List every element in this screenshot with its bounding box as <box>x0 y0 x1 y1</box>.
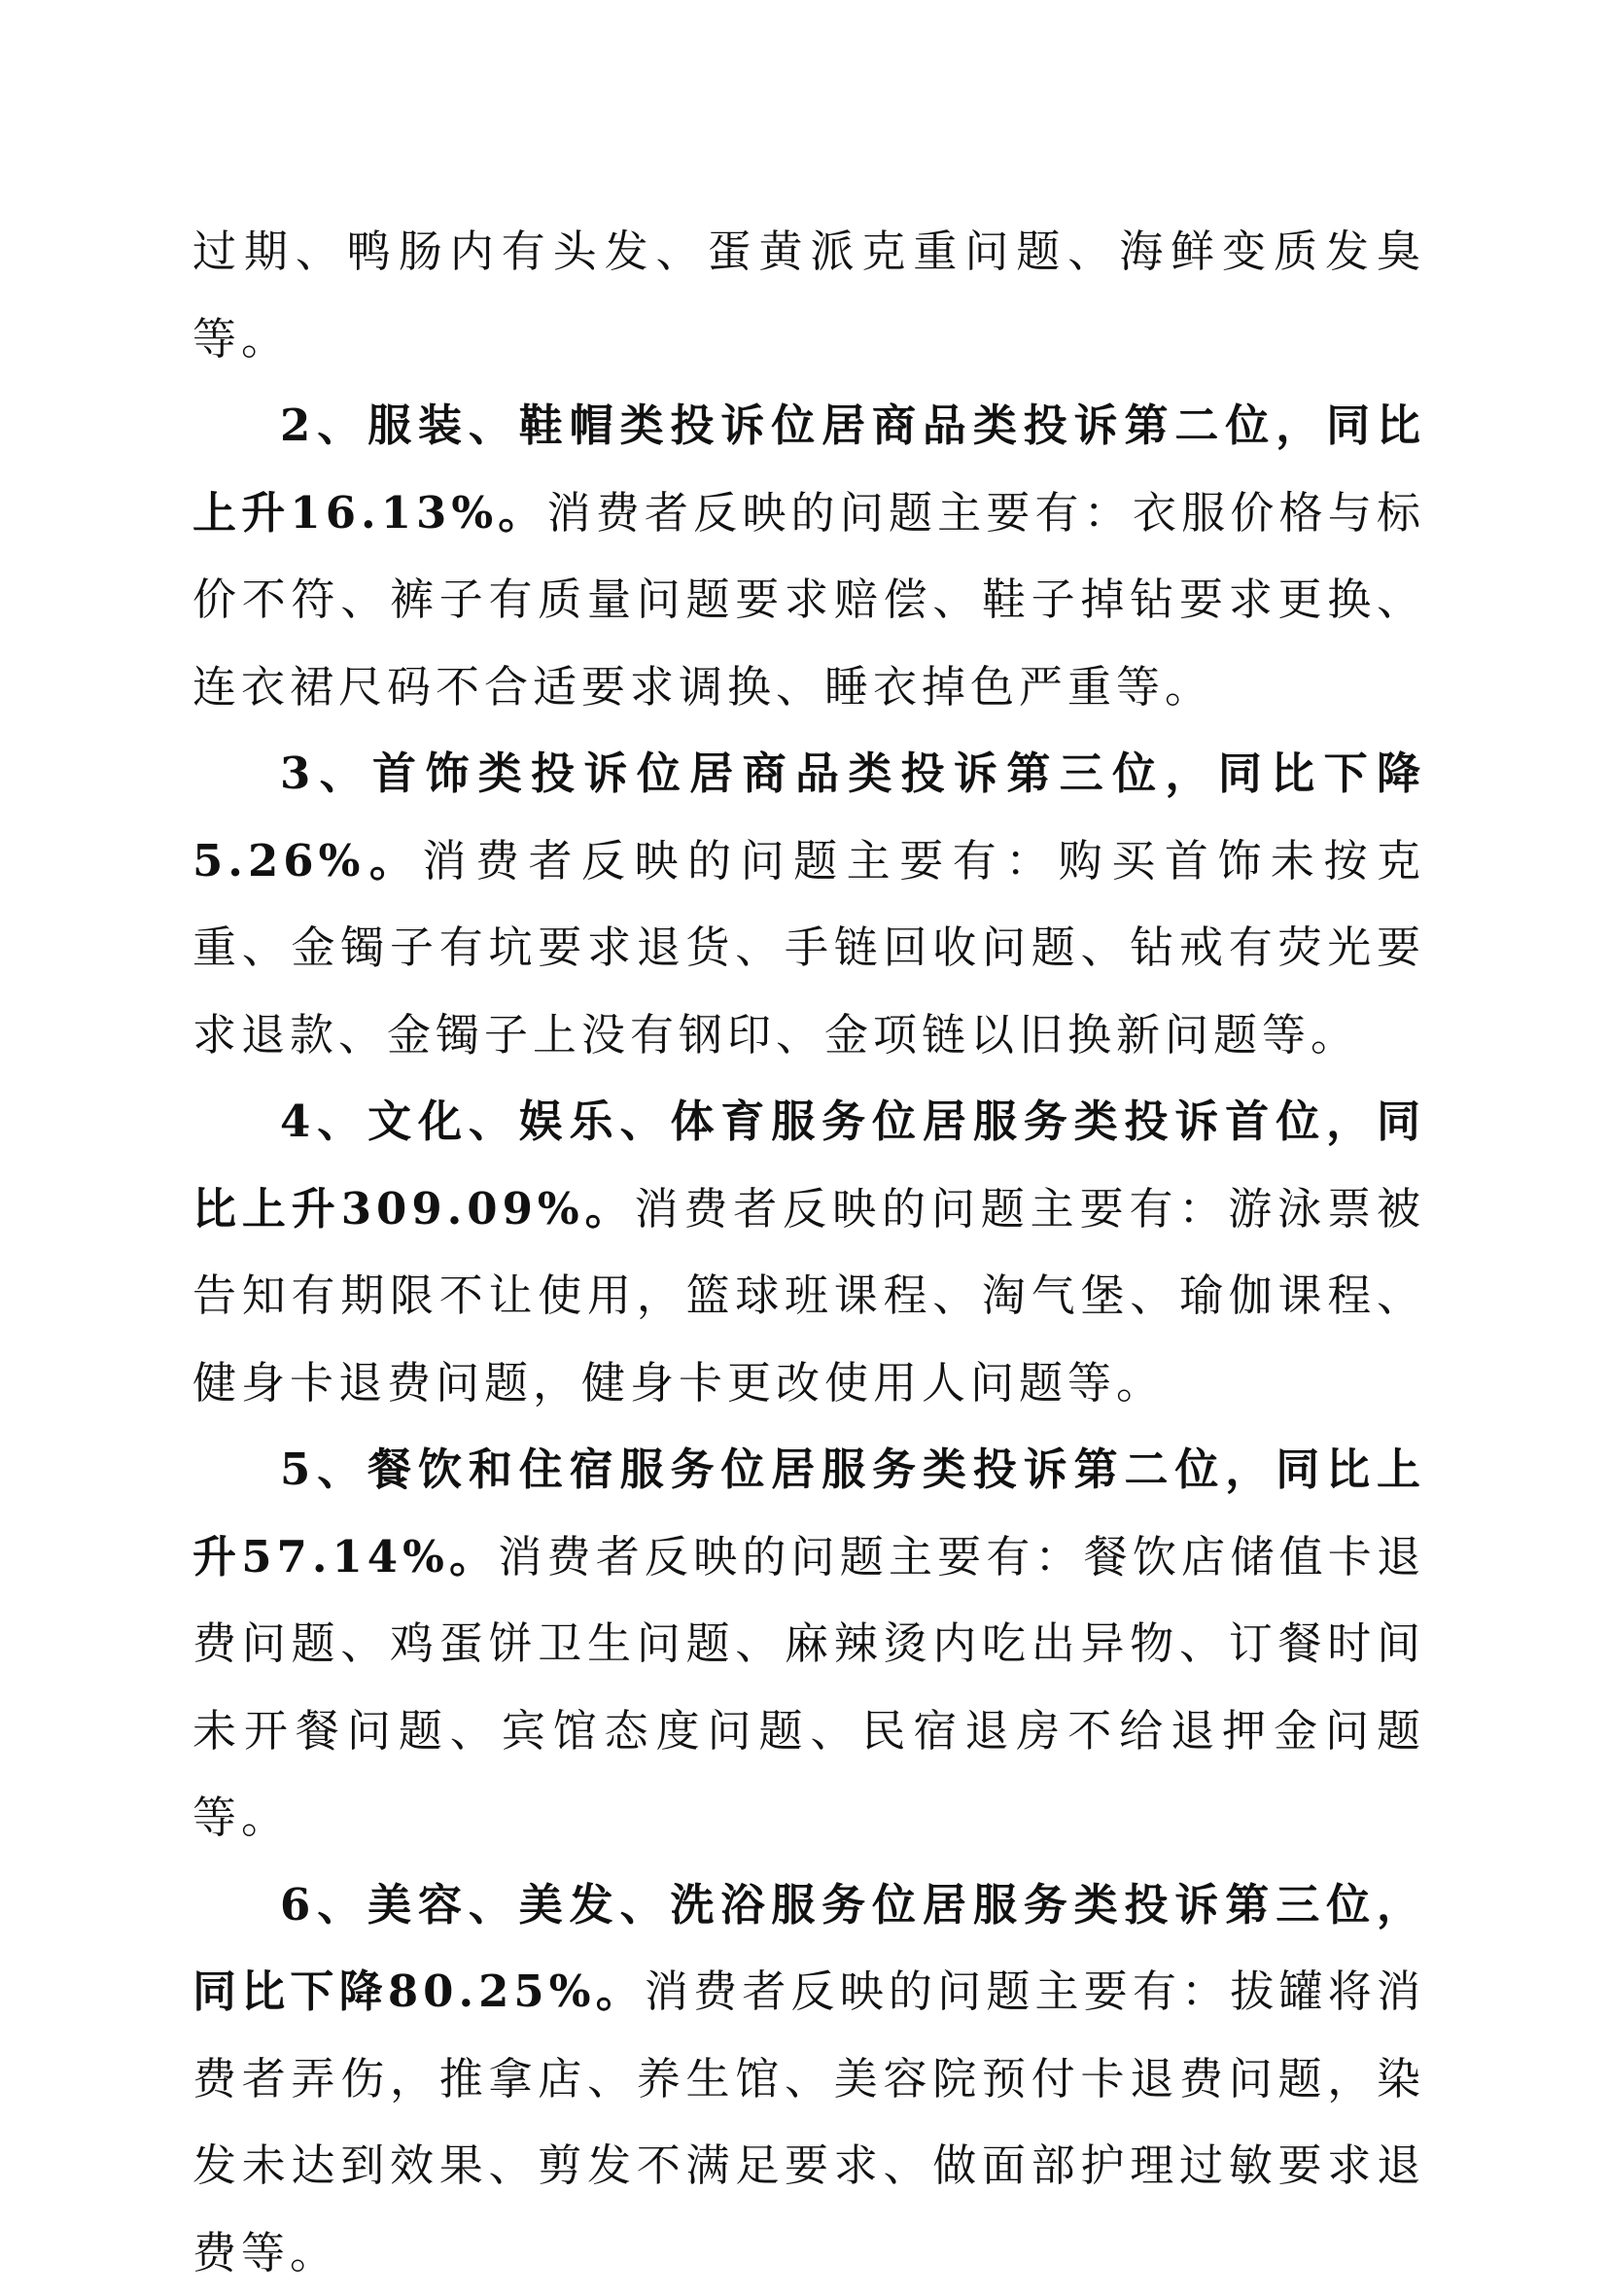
paragraph-catering-lodging <box>192 1426 1425 1861</box>
paragraph-heading: 4、文化、娱乐、体育服务位居服务类投诉首位，同比上升309.09%。 <box>192 1096 1425 1235</box>
paragraph-heading: 6、美容、美发、洗浴服务位居服务类投诉第三位，同比下降80.25%。 <box>192 1879 1425 2018</box>
paragraph-body: 消费者反映的问题主要有：餐饮店储值卡退费问题、鸡蛋饼卫生问题、麻辣烫内吃出异物、订餐时间未开餐问题、宾馆态度问题、民宿退房不给退押金问题等。 <box>192 1531 1425 1844</box>
paragraph-body: 消费者反映的问题主要有：购买首饰未按克重、金镯子有坑要求退货、手链回收问题、钻戒有荧光要求退款、金镯子上没有钢印、金项链以旧换新问题等。 <box>192 835 1425 1061</box>
paragraph-clothing-shoes <box>192 382 1425 730</box>
document-page <box>192 208 1425 2296</box>
paragraph-body: 消费者反映的问题主要有：拔罐将消费者弄伤，推拿店、养生馆、美容院预付卡退费问题，染发未达到效果、剪发不满足要求、做面部护理过敏要求退费等。 <box>192 1966 1425 2279</box>
paragraph-body: 消费者反映的问题主要有：游泳票被告知有期限不让使用，篮球班课程、淘气堡、瑜伽课程、健身卡退费问题，健身卡更改使用人问题等。 <box>192 1183 1425 1409</box>
paragraph-body: 过期、鸭肠内有头发、蛋黄派克重问题、海鲜变质发臭等。 <box>192 226 1425 365</box>
paragraph-heading: 3、首饰类投诉位居商品类投诉第三位，同比下降5.26%。 <box>192 748 1425 887</box>
paragraph-body: 消费者反映的问题主要有：衣服价格与标价不符、裤子有质量问题要求赔偿、鞋子掉钻要求更换、连衣裙尺码不合适要求调换、睡衣掉色严重等。 <box>192 487 1425 713</box>
paragraph-culture-sports <box>192 1078 1425 1426</box>
paragraph-heading: 2、服装、鞋帽类投诉位居商品类投诉第二位，同比上升16.13%。 <box>192 400 1425 539</box>
paragraph-heading: 5、餐饮和住宿服务位居服务类投诉第二位，同比上升57.14%。 <box>192 1444 1425 1583</box>
paragraph-jewelry <box>192 730 1425 1078</box>
paragraph-food-continued <box>192 208 1425 382</box>
paragraph-beauty-bathing <box>192 1861 1425 2296</box>
